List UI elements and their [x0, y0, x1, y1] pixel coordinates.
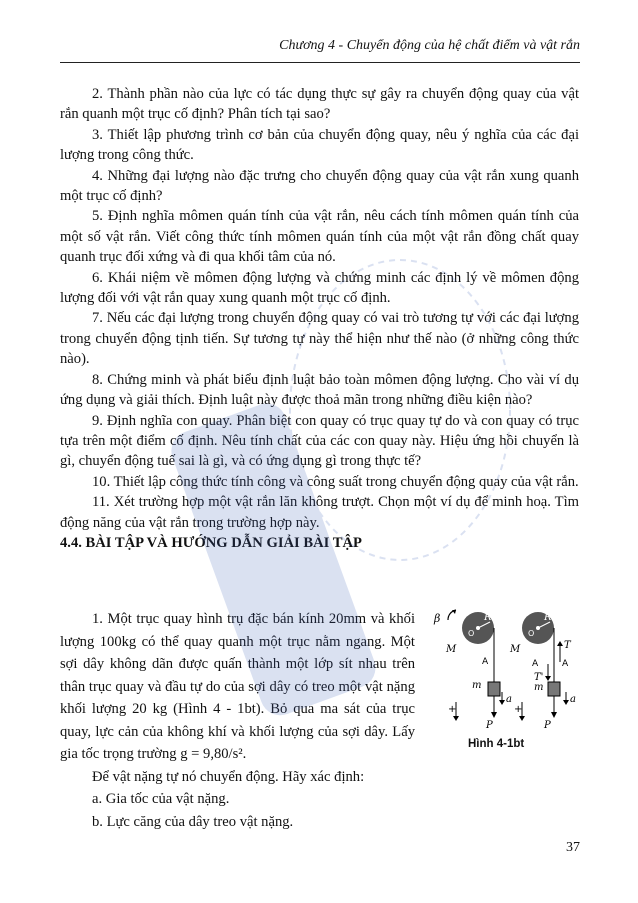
exercise-instruction: Để vật nặng tự nó chuyển động. Hãy xác định:	[92, 768, 365, 785]
mass-m-label: m	[534, 682, 544, 693]
weight-P-label: P	[544, 720, 551, 731]
question-item: 9. Định nghĩa con quay. Phân biệt con quay có trục quay tự do và con quay có trục tựa trên một điểm cố định. Nêu tính chất của các con quay này. Hiệu ứng hồi chuyển là gì, chuyển động tuế sai là gì, và có ứng dụng gì trong thực tế?	[60, 412, 579, 470]
question-item: 6. Khái niệm về mômen động lượng và chứng minh các định lý về mômen động lượng đối với vật rắn quay xung quanh một trục cố định.	[60, 269, 579, 307]
accel-a-label: a	[570, 694, 576, 705]
tension-T-label: T	[564, 640, 571, 651]
pulley-figure	[426, 602, 582, 752]
weight-P-label: P	[486, 720, 493, 731]
exercise-tasks	[60, 766, 579, 834]
exercise-statement	[60, 608, 415, 766]
running-header: Chương 4 - Chuyển động của hệ chất điểm và vật rắn	[279, 38, 580, 53]
question-item: 11. Xét trường hợp một vật rắn lăn không trượt. Chọn một ví dụ để minh hoạ. Tìm động năng của vật rắn trong trường hợp này.	[60, 494, 579, 531]
radius-label: R	[544, 612, 552, 623]
mass-M-label: M	[510, 644, 521, 655]
accel-a-label: a	[506, 694, 512, 705]
question-item: 5. Định nghĩa mômen quán tính của vật rắn, nêu cách tính mômen quán tính của một số vật rắn. Viết công thức tính mômen quán tính của một vật rắn đồng chất quay quanh trục đối xứng và đi qua khối tâm của nó.	[60, 208, 579, 266]
question-item: 10. Thiết lập công thức tính công và công suất trong chuyển động quay của vật rắn.	[92, 473, 579, 490]
exercise-task-b: b. Lực căng của dây treo vật nặng.	[92, 813, 294, 830]
point-A-label: A	[482, 657, 489, 667]
point-A-label: A	[532, 659, 539, 669]
plus-sign: +	[514, 704, 523, 715]
question-item: 2. Thành phần nào của lực có tác dụng thực sự gây ra chuyển động quay của vật rắn quanh một trục cố định? Phân tích tại sao?	[60, 86, 579, 123]
point-A-label: A	[562, 659, 569, 669]
question-item: 3. Thiết lập phương trình cơ bản của chuyển động quay, nêu ý nghĩa của các đại lượng trong công thức.	[60, 126, 579, 164]
figure-caption: Hình 4-1bt	[468, 738, 525, 750]
question-item: 4. Những đại lượng nào đặc trưng cho chuyển động quay của vật rắn xung quanh một trục cố định?	[60, 167, 579, 205]
center-label: O	[468, 629, 475, 638]
review-questions	[60, 84, 579, 553]
center-label: O	[528, 629, 535, 638]
page-number: 37	[566, 840, 580, 855]
section-heading: 4.4. BÀI TẬP VÀ HƯỚNG DẪN GIẢI BÀI TẬP	[60, 534, 362, 551]
mass-M-label: M	[446, 644, 457, 655]
question-item: 7. Nếu các đại lượng trong chuyển động quay có vai trò tương tự với các đại lượng trong chuyển động tịnh tiến. Sự tương tự này thể hiện như thế nào (ở những công thức nào).	[60, 310, 579, 368]
header-rule	[60, 62, 580, 63]
exercise-paragraph: 1. Một trục quay hình trụ đặc bán kính 20mm và khối lượng 100kg có thể quay quanh một trục nằm ngang. Một sợi dây không dãn được quấn thành một lớp sít nhau trên thân trục quay và đầu tự do của sợi dây có treo một vật nặng khối lượng 20 kg (Hình 4 - 1bt). Bỏ qua ma sát của trục quay, lực cản của không khí và khối lượng của sợi dây. Lấy gia tốc trọng trường g = 9,80/s².	[60, 611, 415, 762]
mass-m-label: m	[472, 680, 482, 691]
radius-label: R	[484, 612, 492, 623]
plus-sign: +	[448, 704, 457, 715]
question-item: 8. Chứng minh và phát biểu định luật bảo toàn mômen động lượng. Cho vài ví dụ ứng dụng và giải thích. Định luật này được thoả mãn trong những điều kiện nào?	[60, 371, 579, 409]
beta-label: β	[434, 612, 441, 625]
tension-T-prime-label: T'	[534, 672, 544, 683]
exercise-task-a: a. Gia tốc của vật nặng.	[92, 791, 230, 807]
